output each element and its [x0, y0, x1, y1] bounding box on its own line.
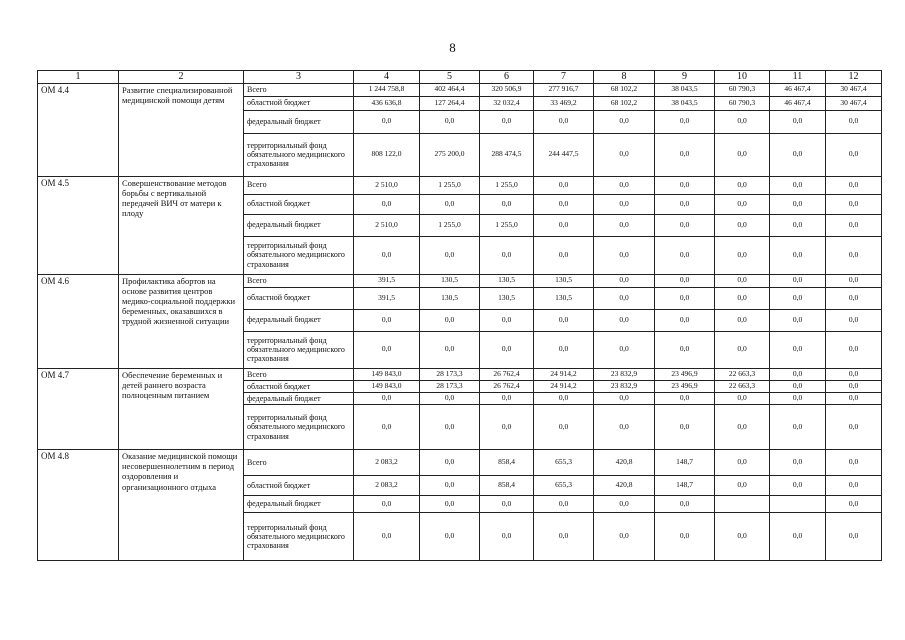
amount-cell: 0,0 [715, 331, 770, 368]
amount-cell: 1 255,0 [420, 214, 480, 236]
amount-cell: 0,0 [715, 194, 770, 214]
amount-cell: 0,0 [420, 392, 480, 404]
amount-cell: 275 200,0 [420, 133, 480, 176]
funding-source: Всего [244, 450, 354, 476]
amount-cell [715, 496, 770, 513]
amount-cell: 0,0 [715, 476, 770, 496]
amount-cell: 23 832,9 [594, 368, 655, 380]
page-number: 8 [449, 40, 456, 55]
amount-cell: 0,0 [715, 133, 770, 176]
amount-cell: 0,0 [770, 476, 826, 496]
amount-cell: 28 173,3 [420, 368, 480, 380]
amount-cell: 0,0 [534, 110, 594, 133]
funding-source: территориальный фонд обязательного медицинского страхования [244, 513, 354, 561]
amount-cell: 0,0 [826, 236, 882, 274]
amount-cell: 0,0 [655, 331, 715, 368]
measure-title: Профилактика абортов на основе развития центров медико-социальной поддержки беременных, оказавшихся в трудной жизненной ситуации [119, 274, 244, 368]
column-number: 2 [119, 71, 244, 84]
amount-cell: 46 467,4 [770, 83, 826, 96]
amount-cell: 0,0 [715, 287, 770, 309]
funding-source: областной бюджет [244, 380, 354, 392]
amount-cell: 23 496,9 [655, 380, 715, 392]
column-number: 11 [770, 71, 826, 84]
amount-cell: 0,0 [534, 513, 594, 561]
amount-cell: 0,0 [770, 287, 826, 309]
amount-cell: 0,0 [420, 194, 480, 214]
amount-cell: 0,0 [770, 513, 826, 561]
table-row [38, 274, 882, 287]
amount-cell: 0,0 [655, 274, 715, 287]
amount-cell: 24 914,2 [534, 380, 594, 392]
amount-cell: 0,0 [534, 309, 594, 331]
amount-cell: 23 832,9 [594, 380, 655, 392]
amount-cell: 38 043,5 [655, 96, 715, 110]
amount-cell: 0,0 [715, 176, 770, 194]
amount-cell: 0,0 [594, 331, 655, 368]
column-number: 7 [534, 71, 594, 84]
amount-cell: 0,0 [770, 274, 826, 287]
amount-cell: 0,0 [770, 405, 826, 450]
amount-cell: 0,0 [534, 496, 594, 513]
funding-source: Всего [244, 176, 354, 194]
amount-cell: 1 255,0 [480, 214, 534, 236]
amount-cell [770, 496, 826, 513]
measure-title: Совершенствование методов борьбы с вертикальной передачей ВИЧ от матери к плоду [119, 176, 244, 274]
amount-cell: 0,0 [826, 513, 882, 561]
amount-cell: 0,0 [594, 513, 655, 561]
amount-cell: 0,0 [655, 513, 715, 561]
amount-cell: 0,0 [594, 287, 655, 309]
amount-cell: 0,0 [594, 274, 655, 287]
amount-cell: 0,0 [770, 380, 826, 392]
amount-cell: 0,0 [594, 194, 655, 214]
amount-cell: 0,0 [534, 331, 594, 368]
amount-cell: 0,0 [480, 236, 534, 274]
column-number: 3 [244, 71, 354, 84]
measure-code: ОМ 4.6 [38, 274, 119, 368]
amount-cell: 0,0 [534, 176, 594, 194]
amount-cell: 33 469,2 [534, 96, 594, 110]
amount-cell: 0,0 [770, 309, 826, 331]
amount-cell: 0,0 [826, 110, 882, 133]
amount-cell: 244 447,5 [534, 133, 594, 176]
amount-cell: 0,0 [655, 110, 715, 133]
amount-cell: 0,0 [594, 309, 655, 331]
amount-cell: 0,0 [715, 214, 770, 236]
amount-cell: 0,0 [354, 392, 420, 404]
amount-cell: 130,5 [480, 274, 534, 287]
amount-cell: 2 083,2 [354, 476, 420, 496]
amount-cell: 0,0 [826, 380, 882, 392]
funding-source: федеральный бюджет [244, 110, 354, 133]
amount-cell: 0,0 [594, 176, 655, 194]
amount-cell: 22 663,3 [715, 368, 770, 380]
column-number: 1 [38, 71, 119, 84]
funding-source: федеральный бюджет [244, 309, 354, 331]
amount-cell: 0,0 [480, 496, 534, 513]
amount-cell: 0,0 [420, 513, 480, 561]
measure-title: Обеспечение беременных и детей раннего возраста полноценным питанием [119, 368, 244, 450]
amount-cell: 0,0 [826, 405, 882, 450]
amount-cell: 2 510,0 [354, 176, 420, 194]
amount-cell: 0,0 [594, 392, 655, 404]
amount-cell: 0,0 [770, 450, 826, 476]
amount-cell: 0,0 [655, 194, 715, 214]
amount-cell: 0,0 [826, 331, 882, 368]
amount-cell: 0,0 [715, 405, 770, 450]
amount-cell: 23 496,9 [655, 368, 715, 380]
amount-cell: 0,0 [655, 176, 715, 194]
amount-cell: 0,0 [594, 405, 655, 450]
amount-cell: 277 916,7 [534, 83, 594, 96]
amount-cell: 30 467,4 [826, 83, 882, 96]
amount-cell: 402 464,4 [420, 83, 480, 96]
amount-cell: 1 255,0 [420, 176, 480, 194]
amount-cell: 0,0 [480, 392, 534, 404]
amount-cell: 0,0 [354, 236, 420, 274]
amount-cell: 0,0 [420, 236, 480, 274]
amount-cell: 0,0 [826, 368, 882, 380]
amount-cell: 0,0 [826, 392, 882, 404]
column-number: 12 [826, 71, 882, 84]
amount-cell: 391,5 [354, 287, 420, 309]
amount-cell: 808 122,0 [354, 133, 420, 176]
amount-cell: 149 843,0 [354, 380, 420, 392]
amount-cell: 30 467,4 [826, 96, 882, 110]
amount-cell: 68 102,2 [594, 96, 655, 110]
amount-cell: 655,3 [534, 450, 594, 476]
amount-cell: 0,0 [534, 236, 594, 274]
amount-cell: 0,0 [655, 405, 715, 450]
amount-cell: 0,0 [826, 133, 882, 176]
amount-cell: 0,0 [480, 331, 534, 368]
funding-source: федеральный бюджет [244, 214, 354, 236]
amount-cell: 0,0 [770, 176, 826, 194]
table-body [38, 83, 882, 561]
column-number: 6 [480, 71, 534, 84]
measure-code: ОМ 4.5 [38, 176, 119, 274]
amount-cell: 0,0 [770, 194, 826, 214]
amount-cell: 0,0 [594, 496, 655, 513]
amount-cell: 24 914,2 [534, 368, 594, 380]
amount-cell: 0,0 [826, 214, 882, 236]
amount-cell: 288 474,5 [480, 133, 534, 176]
amount-cell: 0,0 [715, 309, 770, 331]
amount-cell: 0,0 [770, 133, 826, 176]
amount-cell: 0,0 [420, 110, 480, 133]
table-row [38, 450, 882, 476]
amount-cell: 320 506,9 [480, 83, 534, 96]
amount-cell: 148,7 [655, 450, 715, 476]
funding-source: областной бюджет [244, 96, 354, 110]
measure-title: Развитие специализированной медицинской помощи детям [119, 83, 244, 176]
amount-cell: 130,5 [534, 274, 594, 287]
column-number: 10 [715, 71, 770, 84]
amount-cell: 0,0 [480, 405, 534, 450]
column-number: 4 [354, 71, 420, 84]
amount-cell: 0,0 [826, 176, 882, 194]
amount-cell: 0,0 [354, 309, 420, 331]
table-row [38, 176, 882, 194]
amount-cell: 0,0 [655, 287, 715, 309]
amount-cell: 0,0 [655, 496, 715, 513]
amount-cell: 0,0 [420, 476, 480, 496]
amount-cell: 0,0 [655, 236, 715, 274]
amount-cell: 2 083,2 [354, 450, 420, 476]
amount-cell: 28 173,3 [420, 380, 480, 392]
funding-source: областной бюджет [244, 476, 354, 496]
table-row [38, 368, 882, 380]
funding-source: областной бюджет [244, 287, 354, 309]
amount-cell: 0,0 [354, 110, 420, 133]
amount-cell: 0,0 [420, 309, 480, 331]
amount-cell: 0,0 [420, 450, 480, 476]
table-row [38, 83, 882, 96]
amount-cell: 0,0 [826, 496, 882, 513]
funding-source: Всего [244, 368, 354, 380]
amount-cell: 0,0 [594, 236, 655, 274]
amount-cell: 2 510,0 [354, 214, 420, 236]
amount-cell: 130,5 [534, 287, 594, 309]
amount-cell: 0,0 [715, 513, 770, 561]
amount-cell: 26 762,4 [480, 380, 534, 392]
amount-cell: 130,5 [420, 287, 480, 309]
amount-cell: 655,3 [534, 476, 594, 496]
amount-cell: 22 663,3 [715, 380, 770, 392]
amount-cell: 46 467,4 [770, 96, 826, 110]
funding-source: Всего [244, 83, 354, 96]
amount-cell: 0,0 [354, 194, 420, 214]
amount-cell: 0,0 [534, 405, 594, 450]
amount-cell: 420,8 [594, 450, 655, 476]
funding-source: Всего [244, 274, 354, 287]
amount-cell: 0,0 [770, 392, 826, 404]
amount-cell: 130,5 [420, 274, 480, 287]
amount-cell: 68 102,2 [594, 83, 655, 96]
amount-cell: 0,0 [354, 513, 420, 561]
amount-cell: 0,0 [655, 133, 715, 176]
amount-cell: 0,0 [826, 476, 882, 496]
amount-cell: 858,4 [480, 450, 534, 476]
funding-source: федеральный бюджет [244, 392, 354, 404]
amount-cell: 0,0 [420, 331, 480, 368]
amount-cell: 0,0 [480, 513, 534, 561]
amount-cell: 858,4 [480, 476, 534, 496]
funding-source: федеральный бюджет [244, 496, 354, 513]
funding-source: областной бюджет [244, 194, 354, 214]
amount-cell: 0,0 [715, 274, 770, 287]
amount-cell: 0,0 [655, 214, 715, 236]
amount-cell: 0,0 [826, 309, 882, 331]
amount-cell: 0,0 [655, 309, 715, 331]
column-number-row [38, 71, 882, 84]
funding-source: территориальный фонд обязательного медицинского страхования [244, 133, 354, 176]
amount-cell: 0,0 [770, 331, 826, 368]
amount-cell: 0,0 [480, 309, 534, 331]
measure-code: ОМ 4.8 [38, 450, 119, 561]
funding-source: территориальный фонд обязательного медицинского страхования [244, 405, 354, 450]
measure-code: ОМ 4.7 [38, 368, 119, 450]
amount-cell: 60 790,3 [715, 96, 770, 110]
amount-cell: 0,0 [715, 236, 770, 274]
amount-cell: 0,0 [715, 392, 770, 404]
amount-cell: 0,0 [770, 236, 826, 274]
amount-cell: 0,0 [770, 368, 826, 380]
amount-cell: 148,7 [655, 476, 715, 496]
measure-title: Оказание медицинской помощи несовершеннолетним в период оздоровления и организационного отдыха [119, 450, 244, 561]
amount-cell: 0,0 [420, 405, 480, 450]
amount-cell: 0,0 [534, 214, 594, 236]
amount-cell: 391,5 [354, 274, 420, 287]
amount-cell: 0,0 [534, 392, 594, 404]
amount-cell: 130,5 [480, 287, 534, 309]
amount-cell: 0,0 [655, 392, 715, 404]
amount-cell: 0,0 [770, 214, 826, 236]
amount-cell: 26 762,4 [480, 368, 534, 380]
amount-cell: 0,0 [354, 331, 420, 368]
column-number: 8 [594, 71, 655, 84]
funding-source: территориальный фонд обязательного медицинского страхования [244, 331, 354, 368]
amount-cell: 0,0 [480, 110, 534, 133]
amount-cell: 436 636,8 [354, 96, 420, 110]
amount-cell: 0,0 [534, 194, 594, 214]
amount-cell: 0,0 [826, 287, 882, 309]
amount-cell: 149 843,0 [354, 368, 420, 380]
amount-cell: 1 244 758,8 [354, 83, 420, 96]
measure-code: ОМ 4.4 [38, 83, 119, 176]
amount-cell: 0,0 [354, 405, 420, 450]
amount-cell: 1 255,0 [480, 176, 534, 194]
amount-cell: 0,0 [420, 496, 480, 513]
column-number: 5 [420, 71, 480, 84]
amount-cell: 0,0 [480, 194, 534, 214]
amount-cell: 0,0 [826, 274, 882, 287]
amount-cell: 0,0 [354, 496, 420, 513]
column-number: 9 [655, 71, 715, 84]
amount-cell: 0,0 [594, 214, 655, 236]
amount-cell: 60 790,3 [715, 83, 770, 96]
amount-cell: 0,0 [715, 450, 770, 476]
funding-source: территориальный фонд обязательного медицинского страхования [244, 236, 354, 274]
amount-cell: 0,0 [826, 450, 882, 476]
amount-cell: 127 264,4 [420, 96, 480, 110]
amount-cell: 0,0 [594, 110, 655, 133]
budget-table [37, 70, 882, 561]
amount-cell: 0,0 [594, 133, 655, 176]
amount-cell: 32 032,4 [480, 96, 534, 110]
amount-cell: 420,8 [594, 476, 655, 496]
amount-cell: 0,0 [715, 110, 770, 133]
amount-cell: 0,0 [826, 194, 882, 214]
amount-cell: 38 043,5 [655, 83, 715, 96]
amount-cell: 0,0 [770, 110, 826, 133]
